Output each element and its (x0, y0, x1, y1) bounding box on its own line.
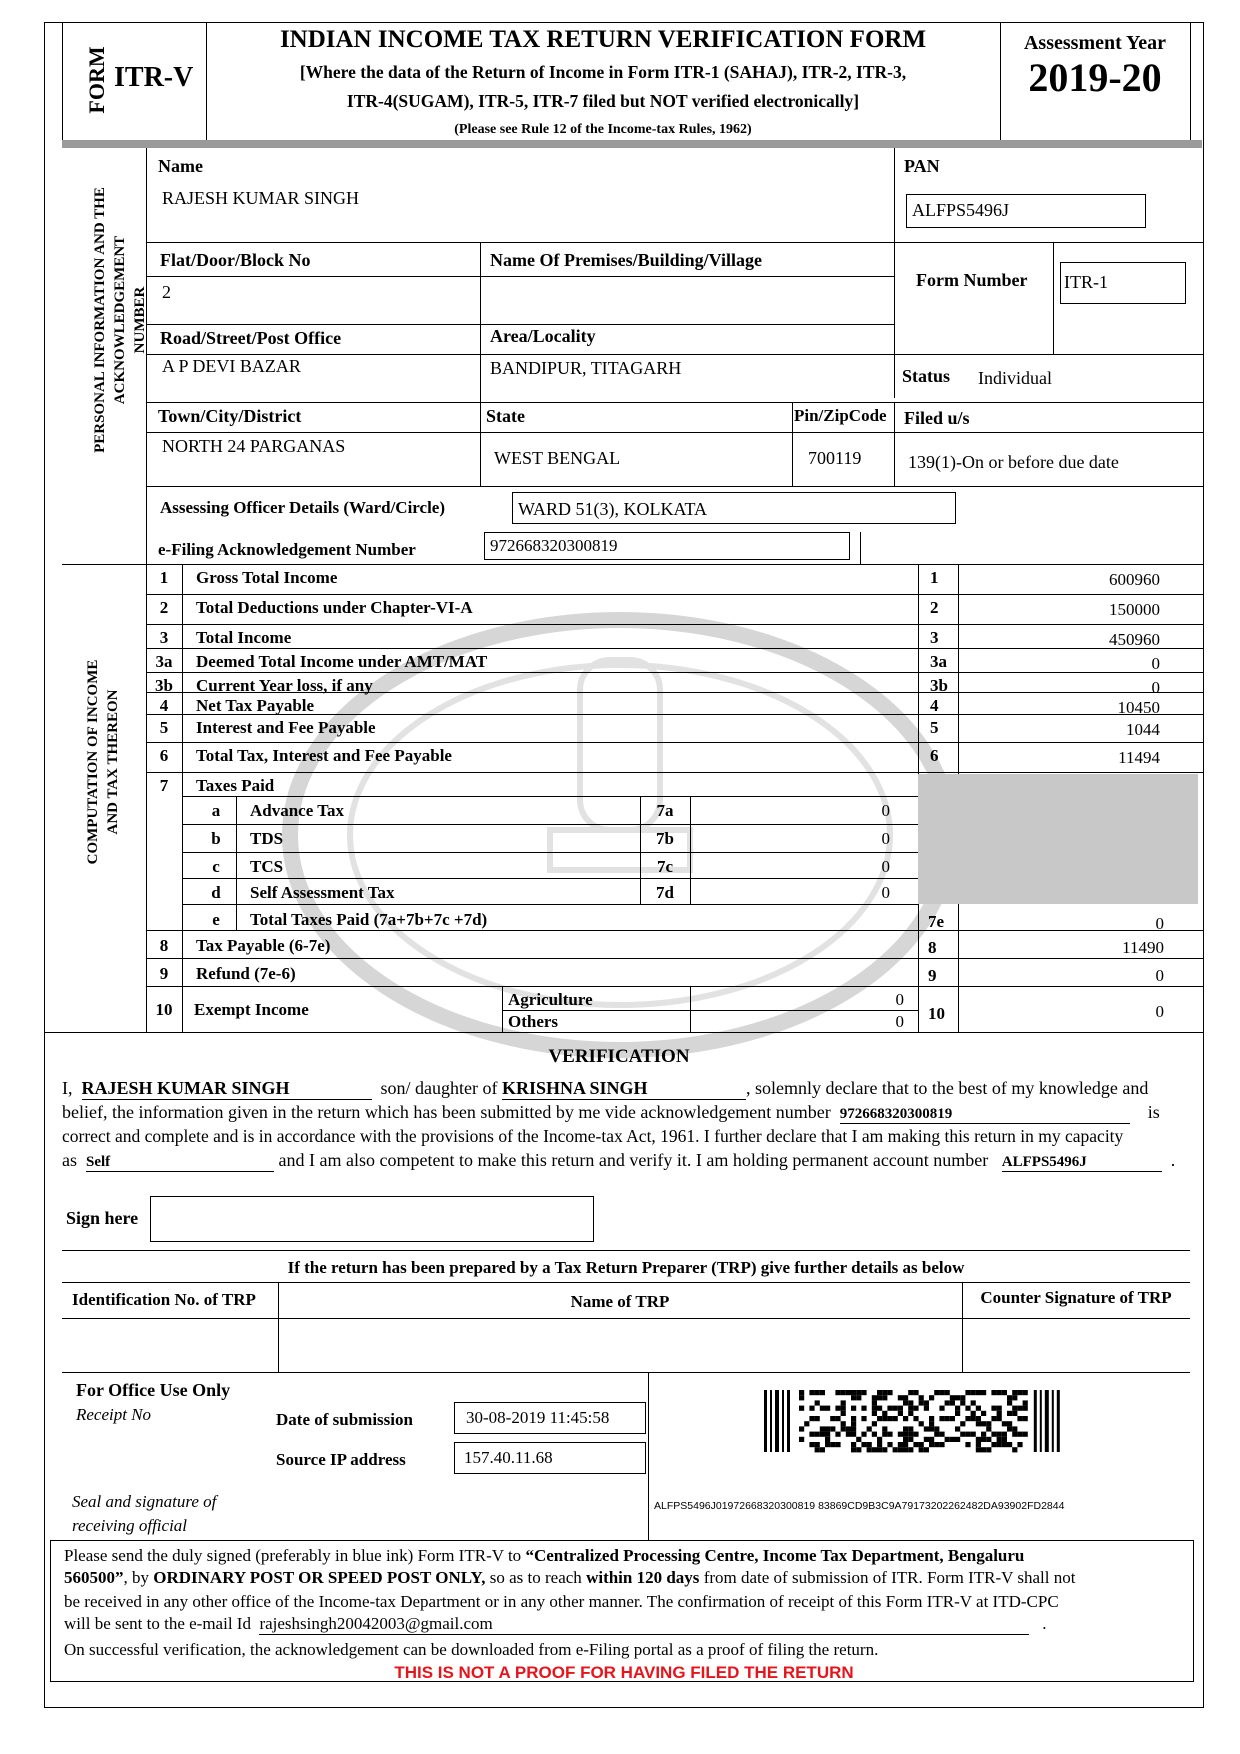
row-label: Total Income (196, 628, 292, 647)
verification-heading: VERIFICATION (548, 1046, 690, 1067)
row-label: Refund (7e-6) (196, 964, 296, 983)
filed-value: 139(1)-On or before due date (908, 452, 1119, 472)
pan-label: PAN (904, 156, 940, 176)
row-ref: 3a (930, 652, 947, 671)
row-ref: 6 (930, 746, 939, 765)
premises-label: Name Of Premises/Building/Village (490, 250, 762, 270)
row-number: 9 (159, 964, 169, 983)
row-number: 8 (159, 936, 169, 955)
agriculture-label: Agriculture (508, 990, 593, 1009)
header-rule (62, 140, 1202, 148)
personal-section-label: PERSONAL INFORMATION AND THE ACKNOWLEDGEMENT NUMBER (92, 187, 148, 453)
assessment-year-label: Assessment Year (1023, 32, 1166, 54)
area-label: Area/Locality (490, 326, 596, 346)
name-value: RAJESH KUMAR SINGH (162, 188, 360, 208)
sub-row-label: TCS (250, 857, 284, 876)
receipt-label: Receipt No (76, 1405, 152, 1424)
trp-col-id: Identification No. of TRP (72, 1290, 256, 1309)
row-value: 10450 (1117, 698, 1160, 717)
pin-value: 700119 (808, 448, 862, 468)
form-word: FORM (84, 46, 109, 114)
form-code: ITR-V (114, 62, 194, 93)
father-name: KRISHNA SINGH (502, 1078, 746, 1100)
barcode-text: ALFPS5496J01972668320300819 83869CD9B3C9A79173202262482DA93902FD2844 (654, 1500, 1065, 1512)
row-value: 600960 (1109, 570, 1160, 589)
row-number: 3a (155, 652, 173, 671)
assessment-year-value: 2019-20 (1028, 55, 1162, 100)
filed-label: Filed u/s (904, 408, 970, 428)
ack-value: 972668320300819 (490, 536, 618, 555)
sub-row-ref: 7c (656, 857, 674, 876)
ao-value: WARD 51(3), KOLKATA (518, 499, 708, 519)
sub-row-label: TDS (250, 829, 284, 848)
row-number: 6 (159, 746, 169, 765)
sub-row-value: 0 (881, 883, 890, 902)
name-label: Name (158, 156, 203, 176)
row-number: 1 (159, 568, 169, 587)
row-ref: 3 (930, 628, 939, 647)
flat-value: 2 (162, 282, 171, 302)
area-value: BANDIPUR, TITAGARH (490, 358, 682, 378)
verification-pan: ALFPS5496J (1002, 1154, 1162, 1172)
declarant-name: RAJESH KUMAR SINGH (82, 1078, 372, 1100)
total-paid-ref: 7e (928, 912, 945, 931)
agriculture-value: 0 (895, 990, 904, 1009)
footer-line-4: will be sent to the e-mail Id rajeshsingh20042003@gmail.com . (64, 1614, 1047, 1633)
status-label: Status (902, 366, 951, 386)
verification-line-1: I, RAJESH KUMAR SINGH son/ daughter of KRISHNA SINGH , solemnly declare that to the best of my knowledge and (62, 1078, 1149, 1098)
others-label: Others (508, 1012, 559, 1031)
trp-col-name: Name of TRP (570, 1292, 670, 1311)
office-heading: For Office Use Only (76, 1380, 231, 1400)
verification-line-3: correct and complete and is in accordance with the provisions of the Income-tax Act, 1961. I further declare that I am making this return in my capacity (62, 1126, 1124, 1146)
row-ref: 8 (928, 938, 937, 957)
road-label: Road/Street/Post Office (160, 328, 342, 348)
computation-section-label: COMPUTATION OF INCOME AND TAX THEREON (85, 659, 121, 865)
town-value: NORTH 24 PARGANAS (162, 436, 346, 456)
row-value: 1044 (1126, 720, 1160, 739)
others-value: 0 (895, 1012, 904, 1031)
row-ref: 5 (930, 718, 939, 737)
form-subtitle-2: ITR-4(SUGAM), ITR-5, ITR-7 filed but NOT verified electronically] (346, 91, 860, 111)
road-value: A P DEVI BAZAR (162, 356, 301, 376)
seal-label-1: Seal and signature of (72, 1492, 217, 1511)
row-number: 5 (159, 718, 169, 737)
capacity: Self (86, 1154, 274, 1172)
email-value: rajeshsingh20042003@gmail.com (259, 1614, 1029, 1635)
total-paid-label: Total Taxes Paid (7a+7b+7c +7d) (250, 910, 488, 929)
sign-label: Sign here (66, 1208, 139, 1228)
row-label: Total Tax, Interest and Fee Payable (196, 746, 452, 765)
row-value: 0 (1155, 1002, 1164, 1021)
row-ref: 9 (928, 966, 937, 985)
row-label: Gross Total Income (196, 568, 338, 587)
sub-row-letter: c (212, 857, 220, 876)
ao-label: Assessing Officer Details (Ward/Circle) (160, 498, 446, 517)
row-value: 0 (1155, 966, 1164, 985)
sub-row-value: 0 (881, 829, 890, 848)
footer-line-5: On successful verification, the acknowledgement can be downloaded from e-Filing portal as a proof of filing the return. (64, 1640, 879, 1659)
row-label: Tax Payable (6-7e) (196, 936, 331, 955)
row-ref: 2 (930, 598, 939, 617)
sub-row-label: Advance Tax (250, 801, 344, 820)
verification-line-4: as Self and I am also competent to make this return and verify it. I am holding permanent account number ALFPS5496J . (62, 1150, 1176, 1170)
footer-line-3: be received in any other office of the Income-tax Department or in any other manner. The confirmation of receipt of this Form ITR-V at ITD-CPC (64, 1592, 1059, 1611)
form-title: INDIAN INCOME TAX RETURN VERIFICATION FORM (279, 26, 927, 53)
form-subtitle-1: [Where the data of the Return of Income in Form ITR-1 (SAHAJ), ITR-2, ITR-3, (299, 62, 907, 82)
not-proof-warning: THIS IS NOT A PROOF FOR HAVING FILED THE RETURN (394, 1663, 854, 1682)
form-subtitle-3: (Please see Rule 12 of the Income-tax Rules, 1962) (454, 122, 752, 137)
row-value: 450960 (1109, 630, 1160, 649)
row-value: 150000 (1109, 600, 1160, 619)
row-label: Total Deductions under Chapter-VI-A (196, 598, 473, 617)
form-number-value: ITR-1 (1064, 272, 1108, 292)
row-ref: 4 (930, 696, 939, 715)
row-value: 11494 (1118, 748, 1160, 767)
pin-label: Pin/ZipCode (794, 406, 887, 425)
sub-row-ref: 7a (656, 801, 674, 820)
date-value: 30-08-2019 11:45:58 (466, 1408, 610, 1427)
row-number: 7 (159, 776, 169, 795)
seal-label-2: receiving official (72, 1516, 188, 1535)
row-value: 0 (1151, 654, 1160, 673)
trp-heading: If the return has been prepared by a Tax Return Preparer (TRP) give further details as below (287, 1258, 965, 1277)
ip-value: 157.40.11.68 (464, 1448, 553, 1467)
sub-row-letter: b (211, 829, 221, 848)
taxes-paid-label: Taxes Paid (196, 776, 275, 795)
flat-label: Flat/Door/Block No (160, 250, 311, 270)
town-label: Town/City/District (158, 406, 302, 426)
sub-row-label: Self Assessment Tax (250, 883, 395, 902)
row-number: 3b (155, 676, 173, 695)
sub-row-letter: d (211, 883, 221, 902)
status-value: Individual (978, 368, 1052, 388)
total-paid-value: 0 (1155, 914, 1164, 933)
footer-line-1: Please send the duly signed (preferably in blue ink) Form ITR-V to “Centralized Processing Centre, Income Tax Department, Bengaluru (64, 1546, 1025, 1565)
row-ref: 1 (930, 568, 939, 587)
row-label: Current Year loss, if any (196, 676, 373, 695)
row-number: 3 (159, 628, 169, 647)
row-ref: 10 (928, 1004, 945, 1023)
pan-value: ALFPS5496J (912, 200, 1010, 220)
row-label: Deemed Total Income under AMT/MAT (196, 652, 488, 671)
row-value: 0 (1151, 678, 1160, 697)
row-label: Interest and Fee Payable (196, 718, 376, 737)
sub-row-letter: e (212, 910, 220, 929)
trp-col-signature: Counter Signature of TRP (980, 1288, 1172, 1307)
sub-row-ref: 7b (656, 829, 674, 848)
row-label: Net Tax Payable (196, 696, 315, 715)
row-ref: 3b (930, 676, 948, 695)
ack-label: e-Filing Acknowledgement Number (158, 540, 416, 559)
verification-ack: 972668320300819 (840, 1106, 1130, 1124)
form-number-label: Form Number (916, 270, 1028, 290)
verification-line-2: belief, the information given in the return which has been submitted by me vide acknowledgement number 972668320300819 is (62, 1102, 1160, 1122)
ip-label: Source IP address (276, 1450, 406, 1469)
barcode (764, 1390, 1144, 1456)
sub-row-ref: 7d (656, 883, 674, 902)
state-label: State (486, 406, 525, 426)
state-value: WEST BENGAL (494, 448, 621, 468)
grey-block (918, 774, 1198, 904)
row-label: Exempt Income (194, 1000, 309, 1019)
row-number: 2 (159, 598, 169, 617)
sub-row-letter: a (211, 801, 221, 820)
row-value: 11490 (1122, 938, 1164, 957)
sign-box[interactable] (150, 1196, 594, 1242)
row-number: 10 (155, 1000, 173, 1019)
date-label: Date of submission (276, 1410, 413, 1429)
sub-row-value: 0 (881, 857, 890, 876)
row-number: 4 (159, 696, 169, 715)
sub-row-value: 0 (881, 801, 890, 820)
footer-line-2: 560500”, by ORDINARY POST OR SPEED POST ONLY, so as to reach within 120 days from date of submission of ITR. Form ITR-V shall not (64, 1568, 1076, 1587)
